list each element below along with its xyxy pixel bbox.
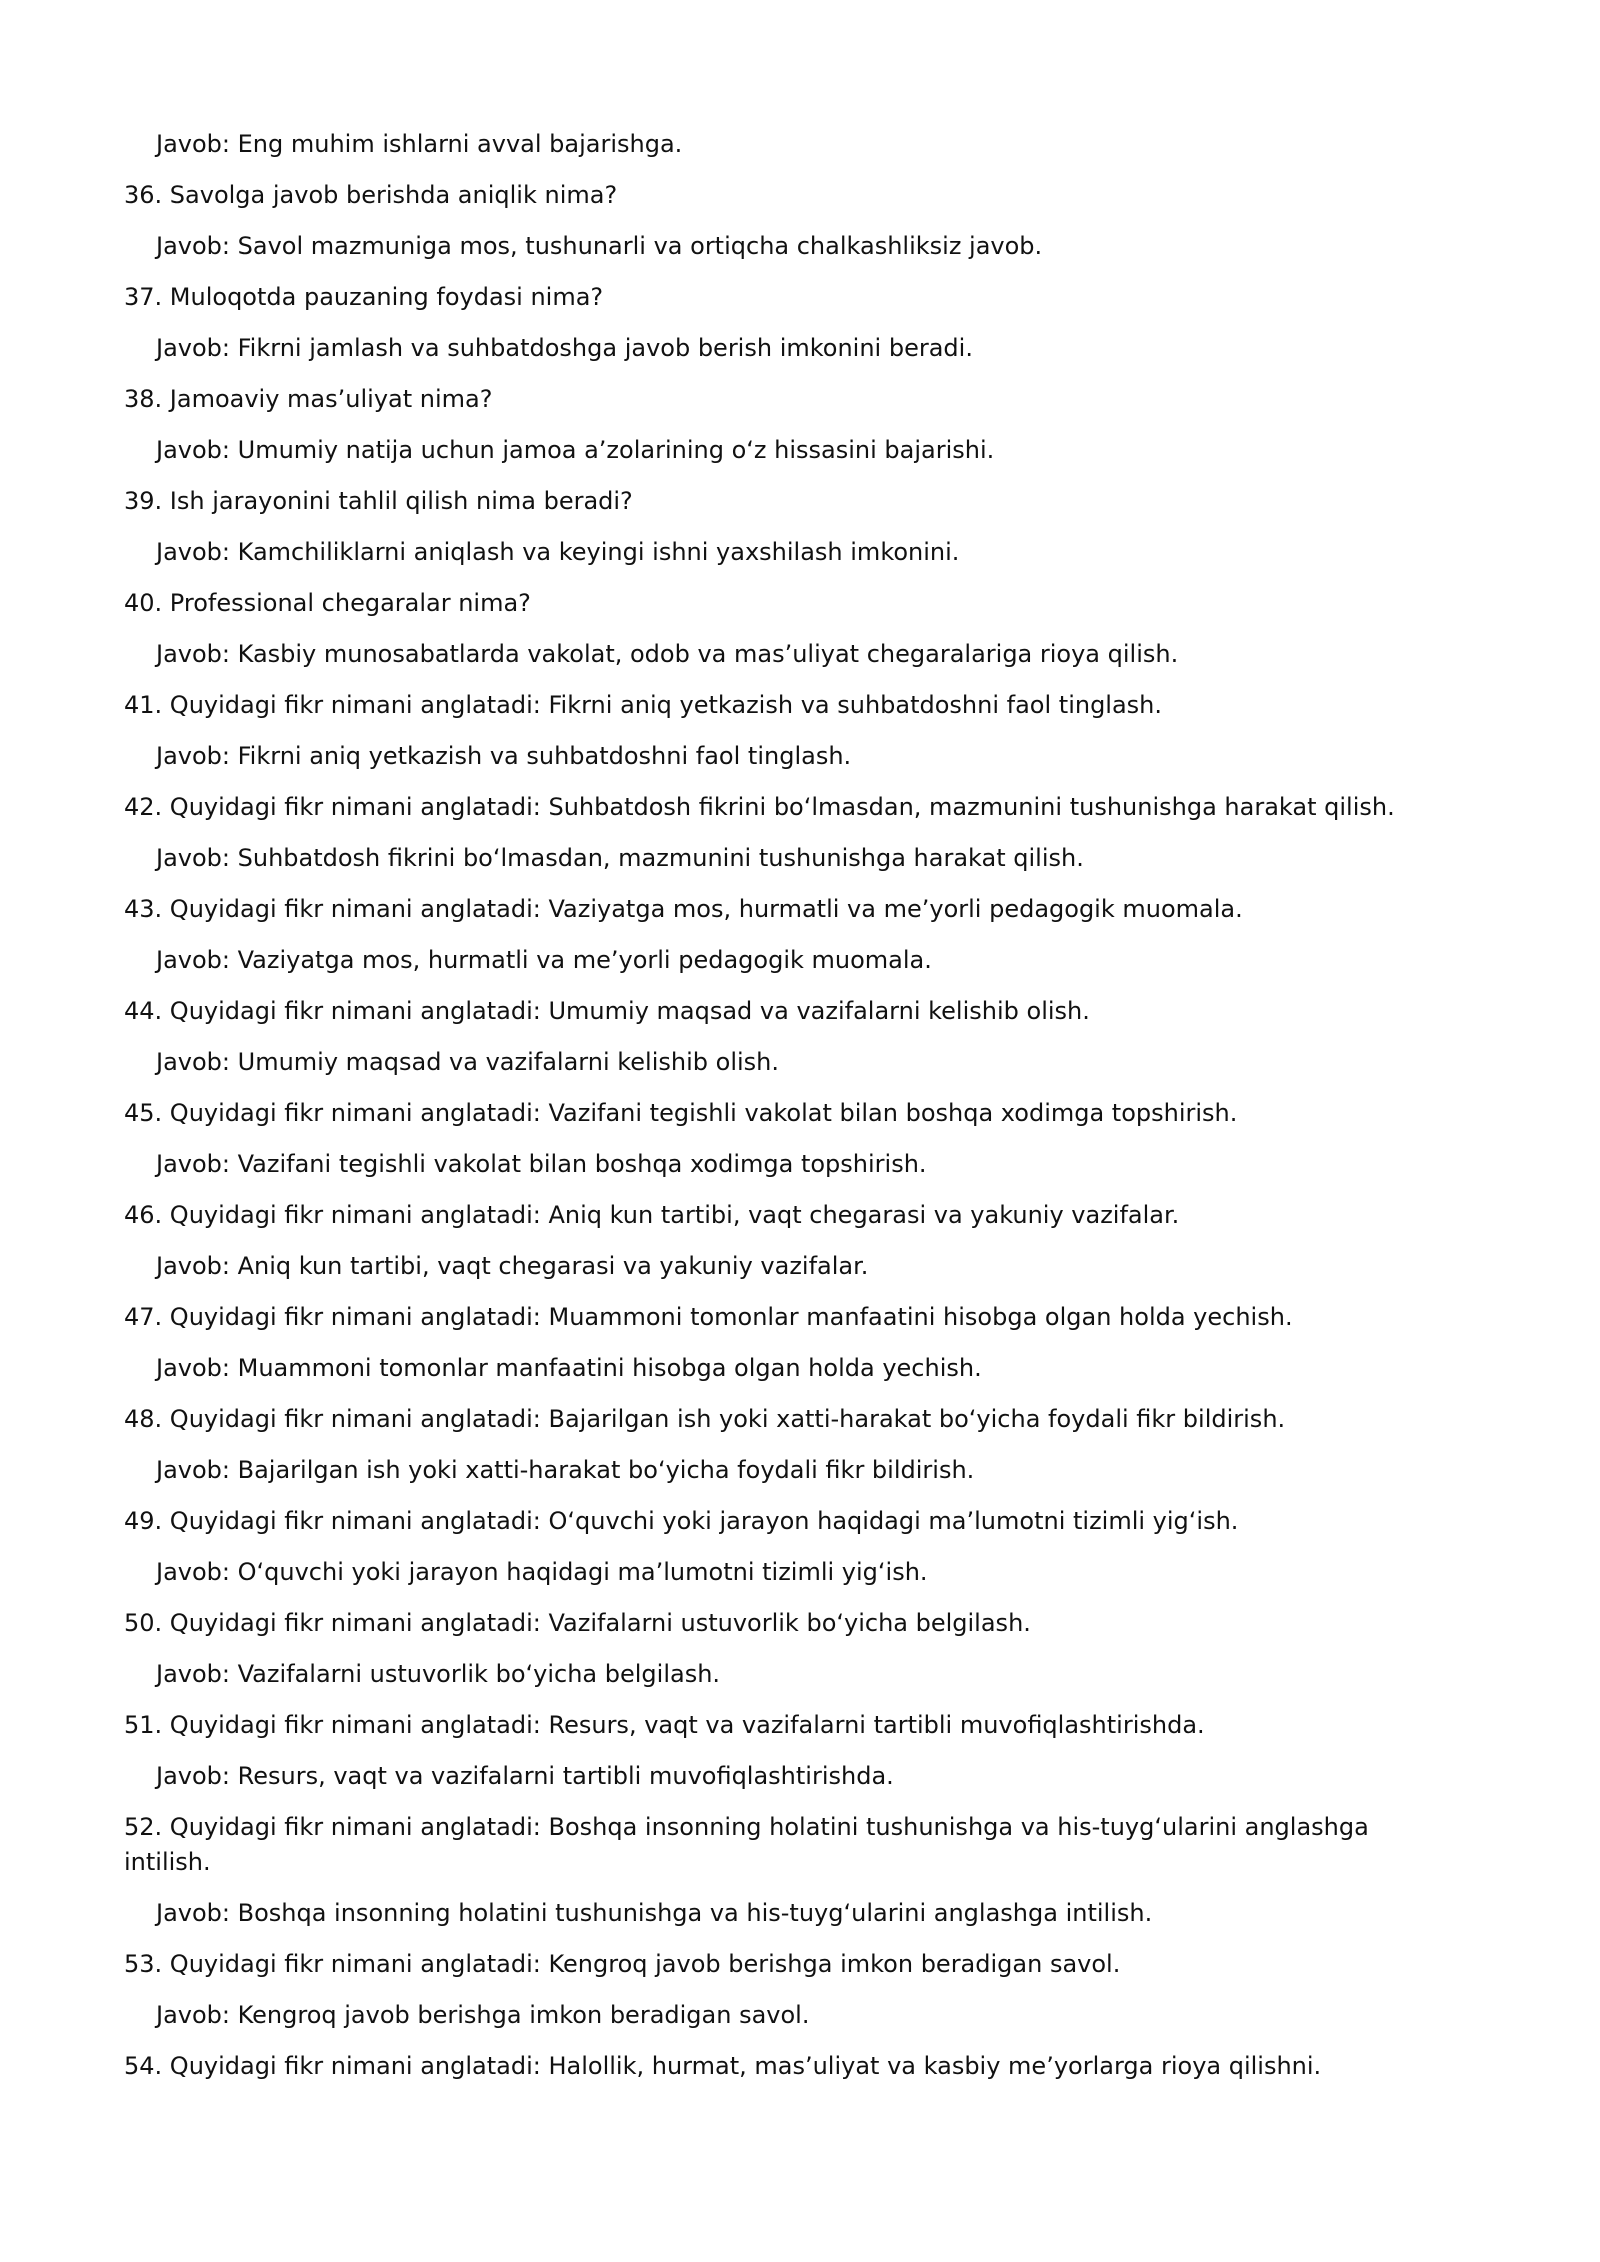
- question-line: 54. Quyidagi fikr nimani anglatadi: Halollik, hurmat, mas’uliyat va kasbiy me’yorlarga rioya qilishni.: [124, 2052, 1322, 2080]
- answer-line: Javob: Fikrni jamlash va suhbatdoshga javob berish imkonini beradi.: [156, 334, 973, 362]
- answer-line: Javob: Vazifani tegishli vakolat bilan boshqa xodimga topshirish.: [156, 1150, 927, 1178]
- answer-line: Javob: Vaziyatga mos, hurmatli va me’yorli pedagogik muomala.: [156, 946, 932, 974]
- answer-line: Javob: Fikrni aniq yetkazish va suhbatdoshni faol tinglash.: [156, 742, 852, 770]
- question-line: 44. Quyidagi fikr nimani anglatadi: Umumiy maqsad va vazifalarni kelishib olish.: [124, 997, 1090, 1025]
- answer-line: Javob: Savol mazmuniga mos, tushunarli va ortiqcha chalkashliksiz javob.: [156, 232, 1043, 260]
- question-line: 39. Ish jarayonini tahlil qilish nima beradi?: [124, 487, 633, 515]
- answer-line: Javob: Kamchiliklarni aniqlash va keyingi ishni yaxshilash imkonini.: [156, 538, 960, 566]
- qa-list: [124, 127, 1454, 2100]
- question-line: 50. Quyidagi fikr nimani anglatadi: Vazifalarni ustuvorlik bo‘yicha belgilash.: [124, 1609, 1031, 1637]
- question-line: 47. Quyidagi fikr nimani anglatadi: Muammoni tomonlar manfaatini hisobga olgan holda yechish.: [124, 1303, 1293, 1331]
- question-line: 37. Muloqotda pauzaning foydasi nima?: [124, 283, 604, 311]
- answer-line: Javob: O‘quvchi yoki jarayon haqidagi ma’lumotni tizimli yig‘ish.: [156, 1558, 928, 1586]
- question-line: 43. Quyidagi fikr nimani anglatadi: Vaziyatga mos, hurmatli va me’yorli pedagogik muomala.: [124, 895, 1243, 923]
- question-line: 38. Jamoaviy mas’uliyat nima?: [124, 385, 493, 413]
- question-line: 42. Quyidagi fikr nimani anglatadi: Suhbatdosh fikrini bo‘lmasdan, mazmunini tushunishga harakat qilish.: [124, 793, 1395, 821]
- question-line: 51. Quyidagi fikr nimani anglatadi: Resurs, vaqt va vazifalarni tartibli muvofiqlashtirishda.: [124, 1711, 1205, 1739]
- question-line: 45. Quyidagi fikr nimani anglatadi: Vazifani tegishli vakolat bilan boshqa xodimga topshirish.: [124, 1099, 1238, 1127]
- question-line: 40. Professional chegaralar nima?: [124, 589, 531, 617]
- answer-line: Javob: Resurs, vaqt va vazifalarni tartibli muvofiqlashtirishda.: [156, 1762, 894, 1790]
- answer-line: Javob: Vazifalarni ustuvorlik bo‘yicha belgilash.: [156, 1660, 721, 1688]
- answer-line: Javob: Muammoni tomonlar manfaatini hisobga olgan holda yechish.: [156, 1354, 982, 1382]
- answer-line: Javob: Umumiy maqsad va vazifalarni kelishib olish.: [156, 1048, 780, 1076]
- answer-line: Javob: Suhbatdosh fikrini bo‘lmasdan, mazmunini tushunishga harakat qilish.: [156, 844, 1084, 872]
- question-line: 41. Quyidagi fikr nimani anglatadi: Fikrni aniq yetkazish va suhbatdoshni faol tinglash.: [124, 691, 1163, 719]
- question-line: 53. Quyidagi fikr nimani anglatadi: Kengroq javob berishga imkon beradigan savol.: [124, 1950, 1121, 1978]
- question-line: 52. Quyidagi fikr nimani anglatadi: Boshqa insonning holatini tushunishga va his-tuyg‘ularini anglashga intilish.: [124, 1813, 1369, 1876]
- question-line: 49. Quyidagi fikr nimani anglatadi: O‘quvchi yoki jarayon haqidagi ma’lumotni tizimli yig‘ish.: [124, 1507, 1239, 1535]
- answer-line: Javob: Bajarilgan ish yoki xatti-harakat bo‘yicha foydali fikr bildirish.: [156, 1456, 975, 1484]
- answer-line: Javob: Kasbiy munosabatlarda vakolat, odob va mas’uliyat chegaralariga rioya qilish.: [156, 640, 1179, 668]
- answer-line: Javob: Boshqa insonning holatini tushunishga va his-tuyg‘ularini anglashga intilish.: [156, 1899, 1153, 1927]
- answer-line: Javob: Kengroq javob berishga imkon beradigan savol.: [156, 2001, 810, 2029]
- answer-line: Javob: Aniq kun tartibi, vaqt chegarasi va yakuniy vazifalar.: [156, 1252, 869, 1280]
- question-line: 46. Quyidagi fikr nimani anglatadi: Aniq kun tartibi, vaqt chegarasi va yakuniy vazifalar.: [124, 1201, 1180, 1229]
- question-line: 36. Savolga javob berishda aniqlik nima?: [124, 181, 618, 209]
- question-line: 48. Quyidagi fikr nimani anglatadi: Bajarilgan ish yoki xatti-harakat bo‘yicha foydali fikr bildirish.: [124, 1405, 1286, 1433]
- answer-line: Javob: Umumiy natija uchun jamoa a’zolarining o‘z hissasini bajarishi.: [156, 436, 995, 464]
- answer-line: Javob: Eng muhim ishlarni avval bajarishga.: [156, 130, 683, 158]
